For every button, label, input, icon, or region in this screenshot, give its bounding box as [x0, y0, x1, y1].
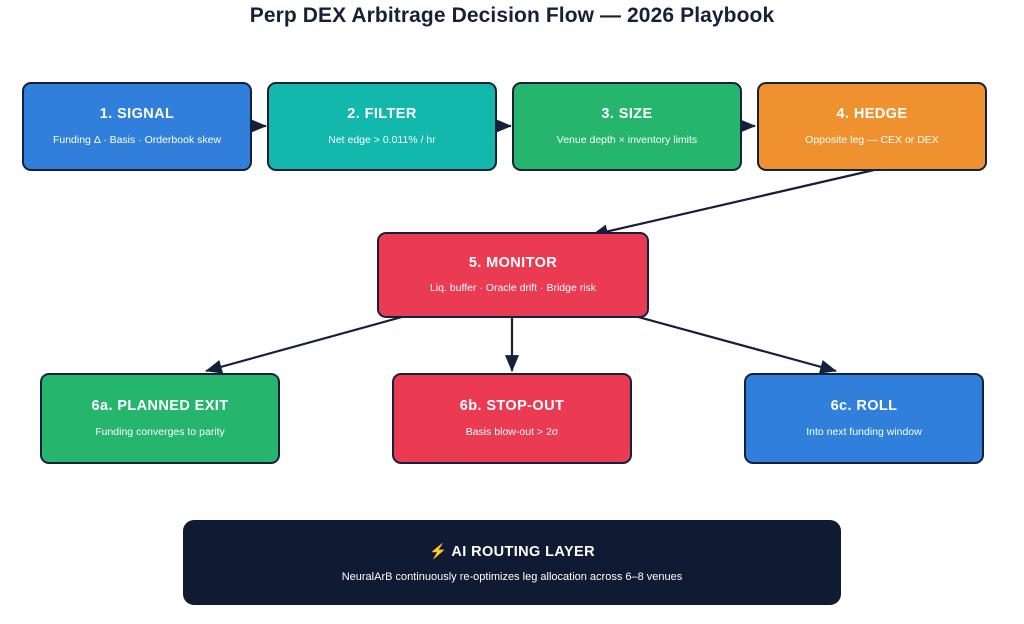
node-stop-out-subtitle: Basis blow-out > 2σ: [465, 425, 559, 438]
node-roll-title: 6c. ROLL: [830, 398, 898, 415]
node-signal-title: 1. SIGNAL: [99, 106, 175, 123]
node-stop-out-title: 6b. STOP-OUT: [459, 398, 565, 415]
ai-routing-layer-subtitle: NeuralArB continuously re-optimizes leg allocation across 6–8 venues: [341, 570, 683, 583]
node-monitor[interactable]: [377, 232, 649, 318]
node-hedge-subtitle: Opposite leg — CEX or DEX: [805, 133, 939, 146]
node-hedge-title: 4. HEDGE: [836, 106, 908, 123]
node-roll-subtitle: Into next funding window: [806, 425, 922, 438]
edge-hedge-to-monitor: [592, 170, 874, 235]
edge-monitor-to-roll: [620, 312, 836, 371]
node-roll[interactable]: [744, 373, 984, 464]
node-size-subtitle: Venue depth × inventory limits: [556, 133, 698, 146]
node-filter[interactable]: [267, 82, 497, 171]
node-size[interactable]: [512, 82, 742, 171]
node-filter-subtitle: Net edge > 0.011% / hr: [328, 133, 436, 146]
node-planned-exit[interactable]: [40, 373, 280, 464]
node-hedge[interactable]: [757, 82, 987, 171]
node-monitor-title: 5. MONITOR: [468, 254, 558, 271]
ai-routing-layer-title: ⚡ AI ROUTING LAYER: [429, 543, 595, 560]
node-signal[interactable]: [22, 82, 252, 171]
node-filter-title: 2. FILTER: [347, 106, 417, 123]
edge-monitor-to-planned-exit: [206, 312, 420, 371]
page-title: Perp DEX Arbitrage Decision Flow — 2026 Playbook: [249, 4, 775, 27]
node-stop-out[interactable]: [392, 373, 632, 464]
node-size-title: 3. SIZE: [601, 106, 653, 123]
node-monitor-subtitle: Liq. buffer · Oracle drift · Bridge risk: [429, 282, 597, 295]
node-signal-subtitle: Funding Δ · Basis · Orderbook skew: [52, 133, 222, 146]
node-planned-exit-title: 6a. PLANNED EXIT: [91, 398, 229, 415]
node-planned-exit-subtitle: Funding converges to parity: [95, 425, 225, 438]
ai-routing-layer-banner[interactable]: [183, 520, 841, 605]
